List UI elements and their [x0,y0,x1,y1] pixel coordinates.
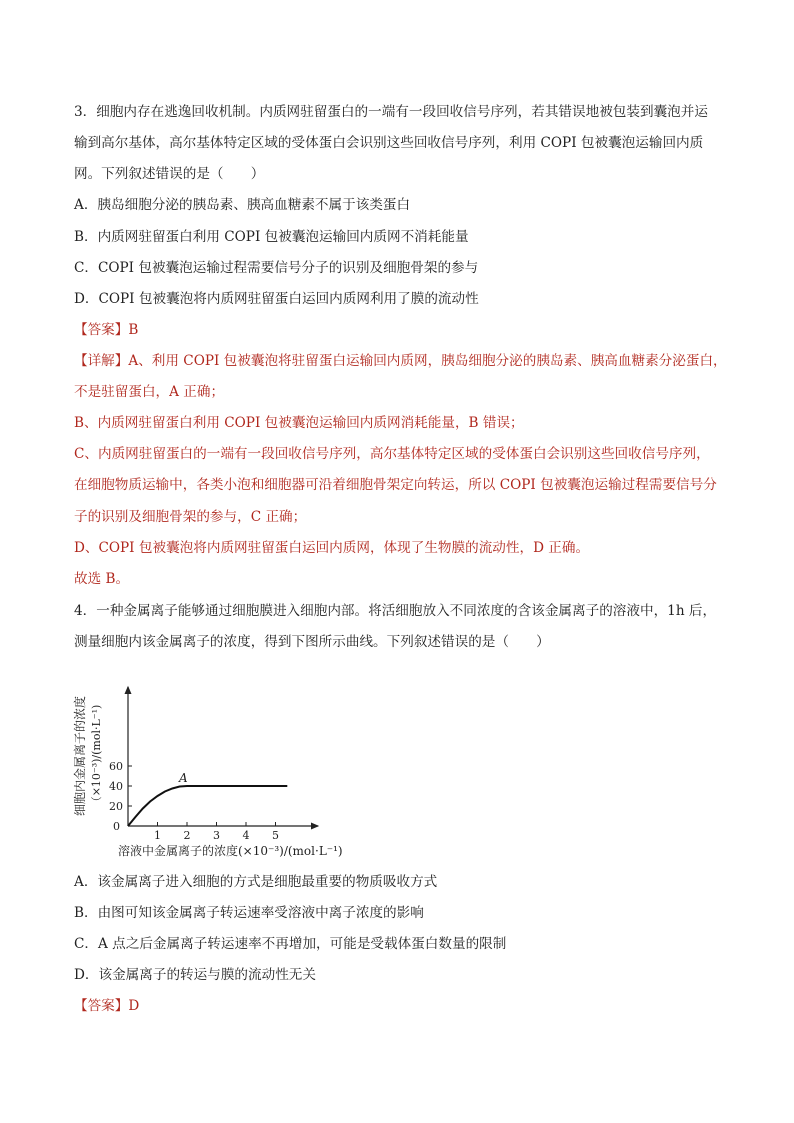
q4-option-b: B．由图可知该金属离子转运速率受溶液中离子浓度的影响 [74,905,424,921]
q3-conclusion: 故选 B。 [74,571,130,587]
q3-option-d: D．COPI 包被囊泡将内质网驻留蛋白运回内质网利用了膜的流动性 [74,291,479,307]
point-a-label: A [179,771,188,785]
q4-option-d: D．该金属离子的转运与膜的流动性无关 [74,967,316,983]
q3-option-a: A．胰岛细胞分泌的胰岛素、胰高血糖素不属于该类蛋白 [74,197,411,213]
q4-stem-line-1: 4．一种金属离子能够通过细胞膜进入细胞内部。将活细胞放入不同浓度的含该金属离子的溶液中，1h 后， [74,603,717,619]
x-tick-label: 2 [183,829,191,842]
chart-ticks [109,760,279,842]
q3-detail-line-4: C、内质网驻留蛋白的一端有一段回收信号序列，高尔基体特定区域的受体蛋白会识别这些回收信号序列， [74,446,710,462]
y-tick-label: 60 [109,760,123,773]
series-line [128,786,287,826]
q3-detail-line-6: 子的识别及细胞骨架的参与，C 正确； [74,509,307,525]
chart-axes [128,687,318,826]
ion-concentration-chart [70,675,370,865]
y-tick-label: 40 [109,780,123,793]
q3-detail-line-2: 不是驻留蛋白，A 正确； [74,384,225,400]
q4-option-c: C．A 点之后金属离子转运速率不再增加，可能是受载体蛋白数量的限制 [74,936,507,952]
x-axis-label: 溶液中金属离子的浓度(×10⁻³)/(mol·L⁻¹) [118,844,343,858]
y-axis-label: 细胞内金属离子的浓度 [73,695,87,817]
q3-stem-line-2: 输到高尔基体，高尔基体特定区域的受体蛋白会识别这些回收信号序列，利用 COPI 包被囊泡运输回内质 [74,135,704,151]
q4-option-a: A．该金属离子进入细胞的方式是细胞最重要的物质吸收方式 [74,874,438,890]
x-tick-label: 3 [213,829,220,842]
q3-option-c: C．COPI 包被囊泡运输过程需要信号分子的识别及细胞骨架的参与 [74,260,479,276]
y-tick-label: 20 [109,800,123,813]
q3-detail-line-3: B、内质网驻留蛋白利用 COPI 包被囊泡运输回内质网消耗能量，B 错误； [74,415,524,431]
q4-answer: 【答案】D [74,998,140,1014]
q4-stem-line-2: 测量细胞内该金属离子的浓度，得到下图所示曲线。下列叙述错误的是（ ） [74,634,550,650]
origin-label: 0 [113,820,120,833]
q3-detail-line-7: D、COPI 包被囊泡将内质网驻留蛋白运回内质网，体现了生物膜的流动性，D 正确。 [74,540,590,556]
q3-answer: 【答案】B [74,322,139,338]
q3-option-b: B．内质网驻留蛋白利用 COPI 包被囊泡运输回内质网不消耗能量 [74,229,469,245]
x-tick-label: 4 [242,829,250,842]
q3-stem-line-1: 3．细胞内存在逃逸回收机制。内质网驻留蛋白的一端有一段回收信号序列，若其错误地被包装到囊泡并运 [74,104,708,120]
q3-stem-line-3: 网。下列叙述错误的是（ ） [74,166,265,182]
q3-detail-line-5: 在细胞物质运输中，各类小泡和细胞器可沿着细胞骨架定向转运，所以 COPI 包被囊泡运输过程需要信号分 [74,477,717,493]
y-axis-unit-label: （×10⁻³)/(mol·L⁻¹) [90,704,103,808]
x-tick-label: 5 [272,829,279,842]
x-tick-label: 1 [154,829,161,842]
q3-detail-line-1: 【详解】A、利用 COPI 包被囊泡将驻留蛋白运输回内质网，胰岛细胞分泌的胰岛素、胰高血糖素分泌蛋白， [74,353,727,369]
